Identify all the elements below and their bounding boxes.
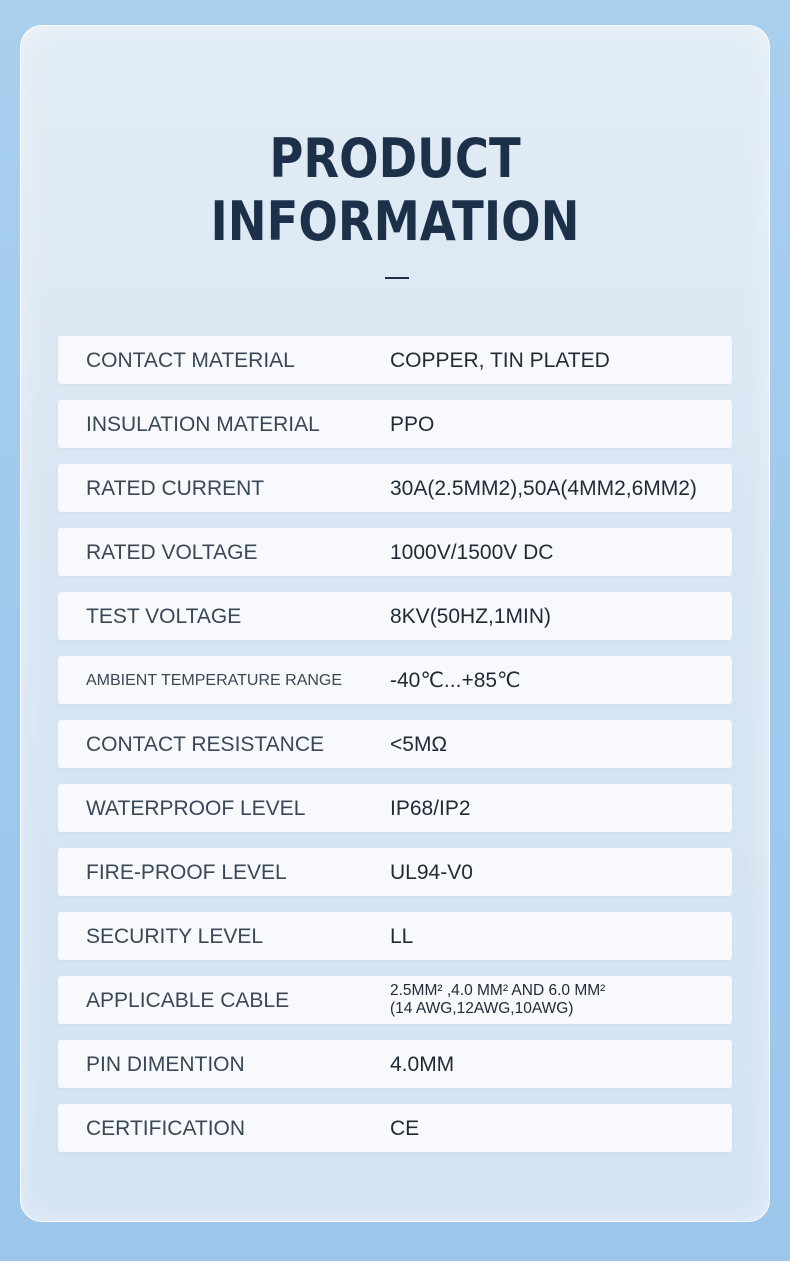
spec-value: 1000V/1500V DC	[390, 541, 554, 564]
spec-label: PIN DIMENTION	[86, 1053, 245, 1076]
spec-label: CERTIFICATION	[86, 1117, 246, 1140]
spec-label: INSULATION MATERIAL	[86, 413, 320, 436]
spec-row-certification	[58, 1104, 732, 1152]
spec-label: APPLICABLE CABLE	[86, 989, 290, 1012]
spec-value: LL	[390, 925, 414, 948]
spec-table	[58, 336, 732, 1168]
spec-label: SECURITY LEVEL	[86, 925, 264, 948]
spec-row-security-level	[58, 912, 732, 960]
spec-row-waterproof-level	[58, 784, 732, 832]
page-title-line2: INFORMATION	[210, 190, 580, 253]
spec-value: PPO	[390, 413, 435, 436]
page-title-line1: PRODUCT	[269, 127, 521, 190]
spec-row-rated-current	[58, 464, 732, 512]
spec-row-test-voltage	[58, 592, 732, 640]
spec-row-fire-proof-level	[58, 848, 732, 896]
spec-value: UL94-V0	[390, 861, 473, 884]
spec-label: FIRE-PROOF LEVEL	[86, 861, 287, 884]
spec-row-rated-voltage	[58, 528, 732, 576]
spec-value-line1: 2.5MM² ,4.0 MM² AND 6.0 MM²	[390, 982, 606, 999]
spec-row-applicable-cable	[58, 976, 732, 1024]
spec-row-pin-dimention	[58, 1040, 732, 1088]
spec-value: COPPER, TIN PLATED	[390, 349, 610, 372]
spec-value: <5MΩ	[390, 733, 448, 756]
spec-label: TEST VOLTAGE	[86, 605, 242, 628]
spec-value-line2: (14 AWG,12AWG,10AWG)	[390, 1000, 574, 1017]
title-divider	[385, 277, 409, 279]
spec-value: 8KV(50HZ,1MIN)	[390, 605, 552, 628]
spec-value	[390, 982, 605, 1030]
spec-label: WATERPROOF LEVEL	[86, 797, 306, 820]
spec-row-contact-resistance	[58, 720, 732, 768]
spec-value: 30A(2.5MM2),50A(4MM2,6MM2)	[390, 477, 697, 500]
spec-label: CONTACT RESISTANCE	[86, 733, 325, 756]
spec-value: 4.0MM	[390, 1053, 455, 1076]
spec-label: RATED CURRENT	[86, 477, 265, 500]
spec-row-contact-material	[58, 336, 732, 384]
spec-label: RATED VOLTAGE	[86, 541, 258, 564]
spec-value: -40℃...+85℃	[390, 669, 521, 692]
spec-value: IP68/IP2	[390, 797, 471, 820]
spec-value: CE	[390, 1117, 420, 1140]
spec-row-ambient-temperature	[58, 656, 732, 704]
spec-row-insulation-material	[58, 400, 732, 448]
spec-label: CONTACT MATERIAL	[86, 349, 295, 372]
spec-label: AMBIENT TEMPERATURE RANGE	[86, 672, 343, 689]
